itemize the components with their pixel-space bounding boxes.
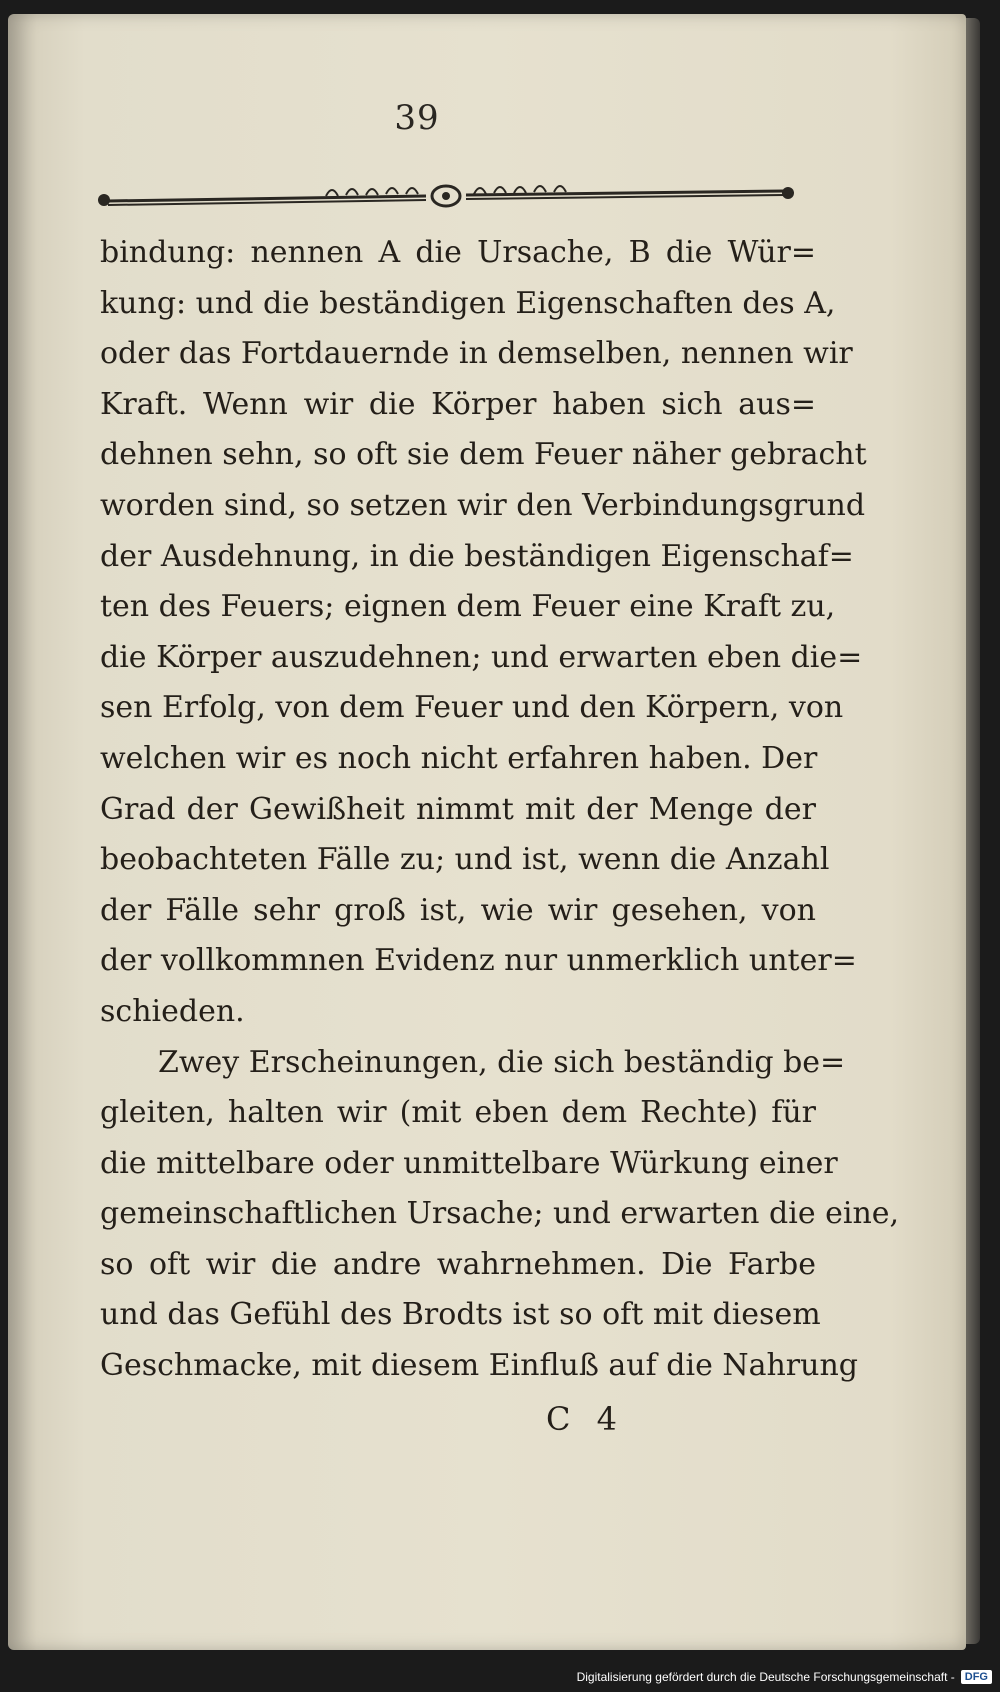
- text-line: sen Erfolg, von dem Feuer und den Körpern, von: [100, 690, 844, 726]
- text-line: oder das Fortdauernde in demselben, nennen wir: [100, 336, 853, 372]
- ornamental-rule-icon: [96, 174, 796, 220]
- text-line: ten des Feuers; eignen dem Feuer eine Kraft zu,: [100, 589, 836, 625]
- text-line: der Fälle sehr groß ist, wie wir gesehen, von: [100, 892, 816, 928]
- signature-mark: C 4: [546, 1400, 626, 1438]
- text-line: kung: und die beständigen Eigenschaften des A,: [100, 285, 836, 321]
- text-line: worden sind, so setzen wir den Verbindungsgrund: [100, 487, 866, 523]
- page-number-text: 39: [394, 98, 440, 138]
- text-line: Zwey Erscheinungen, die sich beständig be=: [158, 1044, 846, 1080]
- text-line: und das Gefühl des Brodts ist so oft mit diesem: [100, 1297, 821, 1333]
- page-number: [8, 98, 966, 138]
- body-text: [100, 228, 900, 1392]
- text-line: beobachteten Fälle zu; und ist, wenn die Anzahl: [100, 842, 830, 878]
- text-line: die mittelbare oder unmittelbare Würkung einer: [100, 1145, 838, 1181]
- text-line: der Ausdehnung, in die beständigen Eigenschaf=: [100, 538, 854, 574]
- book-page: [8, 14, 966, 1650]
- dfg-logo-icon: DFG: [961, 1670, 992, 1684]
- page-edge: [966, 18, 980, 1644]
- text-line: welchen wir es noch nicht erfahren haben. Der: [100, 740, 818, 776]
- text-line: gemeinschaftlichen Ursache; und erwarten die eine,: [100, 1196, 900, 1232]
- footer-credit-text: Digitalisierung gefördert durch die Deutsche Forschungsgemeinschaft -: [576, 1670, 955, 1684]
- text-line: Grad der Gewißheit nimmt mit der Menge der: [100, 791, 816, 827]
- text-line: bindung: nennen A die Ursache, B die Wür=: [100, 235, 816, 270]
- text-line: dehnen sehn, so oft sie dem Feuer näher gebracht: [100, 437, 867, 473]
- text-line: die Körper auszudehnen; und erwarten eben die=: [100, 639, 863, 675]
- text-line: der vollkommnen Evidenz nur unmerklich unter=: [100, 943, 857, 979]
- text-line: gleiten, halten wir (mit eben dem Rechte) für: [100, 1095, 816, 1131]
- text-line: Kraft. Wenn wir die Körper haben sich aus=: [100, 386, 816, 422]
- footer-credit: [577, 1666, 992, 1688]
- text-line: so oft wir die andre wahrnehmen. Die Farbe: [100, 1246, 816, 1282]
- text-line: Geschmacke, mit diesem Einfluß auf die Nahrung: [100, 1348, 858, 1384]
- text-line: schieden.: [100, 993, 245, 1029]
